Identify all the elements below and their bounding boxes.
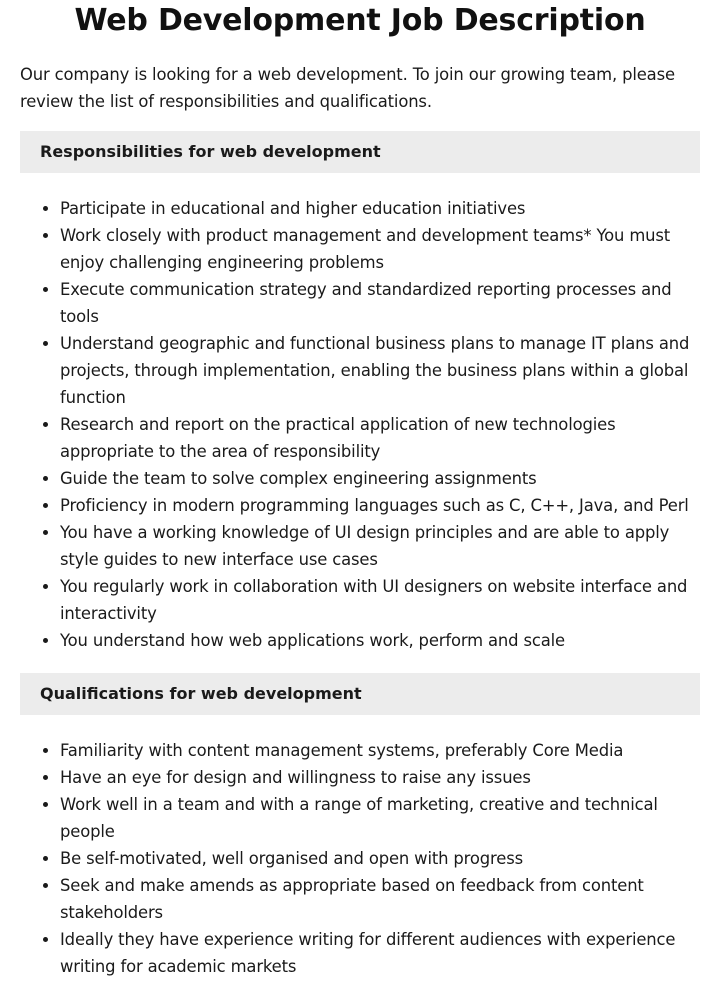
intro-paragraph: Our company is looking for a web development. To join our growing team, please review the list of responsibilities and qualifications. — [20, 65, 675, 111]
qualifications-heading: Qualifications for web development — [20, 673, 700, 715]
list-item: • Research and report on the practical application of new technologies appropriate to the area of responsibility — [60, 411, 700, 465]
list-item: • Ideally they have experience writing for different audiences with experience writing for academic markets — [60, 926, 700, 980]
list-item: • You understand how web applications work, perform and scale — [60, 627, 700, 654]
page-title: Web Development Job Description — [74, 3, 646, 38]
responsibilities-heading: Responsibilities for web development — [20, 131, 700, 173]
list-item: • You regularly work in collaboration with UI designers on website interface and interactivity — [60, 573, 700, 627]
list-item: • You have a working knowledge of UI design principles and are able to apply style guides to new interface use cases — [60, 519, 700, 573]
responsibilities-list — [20, 195, 700, 654]
qualifications-list — [20, 737, 700, 980]
list-item: • Proficiency in modern programming languages such as C, C++, Java, and Perl — [60, 492, 700, 519]
list-item: • Guide the team to solve complex engineering assignments — [60, 465, 700, 492]
list-item: • Work closely with product management and development teams* You must enjoy challenging engineering problems — [60, 222, 700, 276]
list-item: • Have an eye for design and willingness to raise any issues — [60, 764, 700, 791]
list-item: • Understand geographic and functional business plans to manage IT plans and projects, through implementation, enabling the business plans within a global function — [60, 330, 700, 411]
list-item: • Participate in educational and higher education initiatives — [60, 195, 700, 222]
list-item: • Seek and make amends as appropriate based on feedback from content stakeholders — [60, 872, 700, 926]
list-item: • Work well in a team and with a range of marketing, creative and technical people — [60, 791, 700, 845]
list-item: • Execute communication strategy and standardized reporting processes and tools — [60, 276, 700, 330]
list-item: • Be self-motivated, well organised and open with progress — [60, 845, 700, 872]
list-item: • Familiarity with content management systems, preferably Core Media — [60, 737, 700, 764]
